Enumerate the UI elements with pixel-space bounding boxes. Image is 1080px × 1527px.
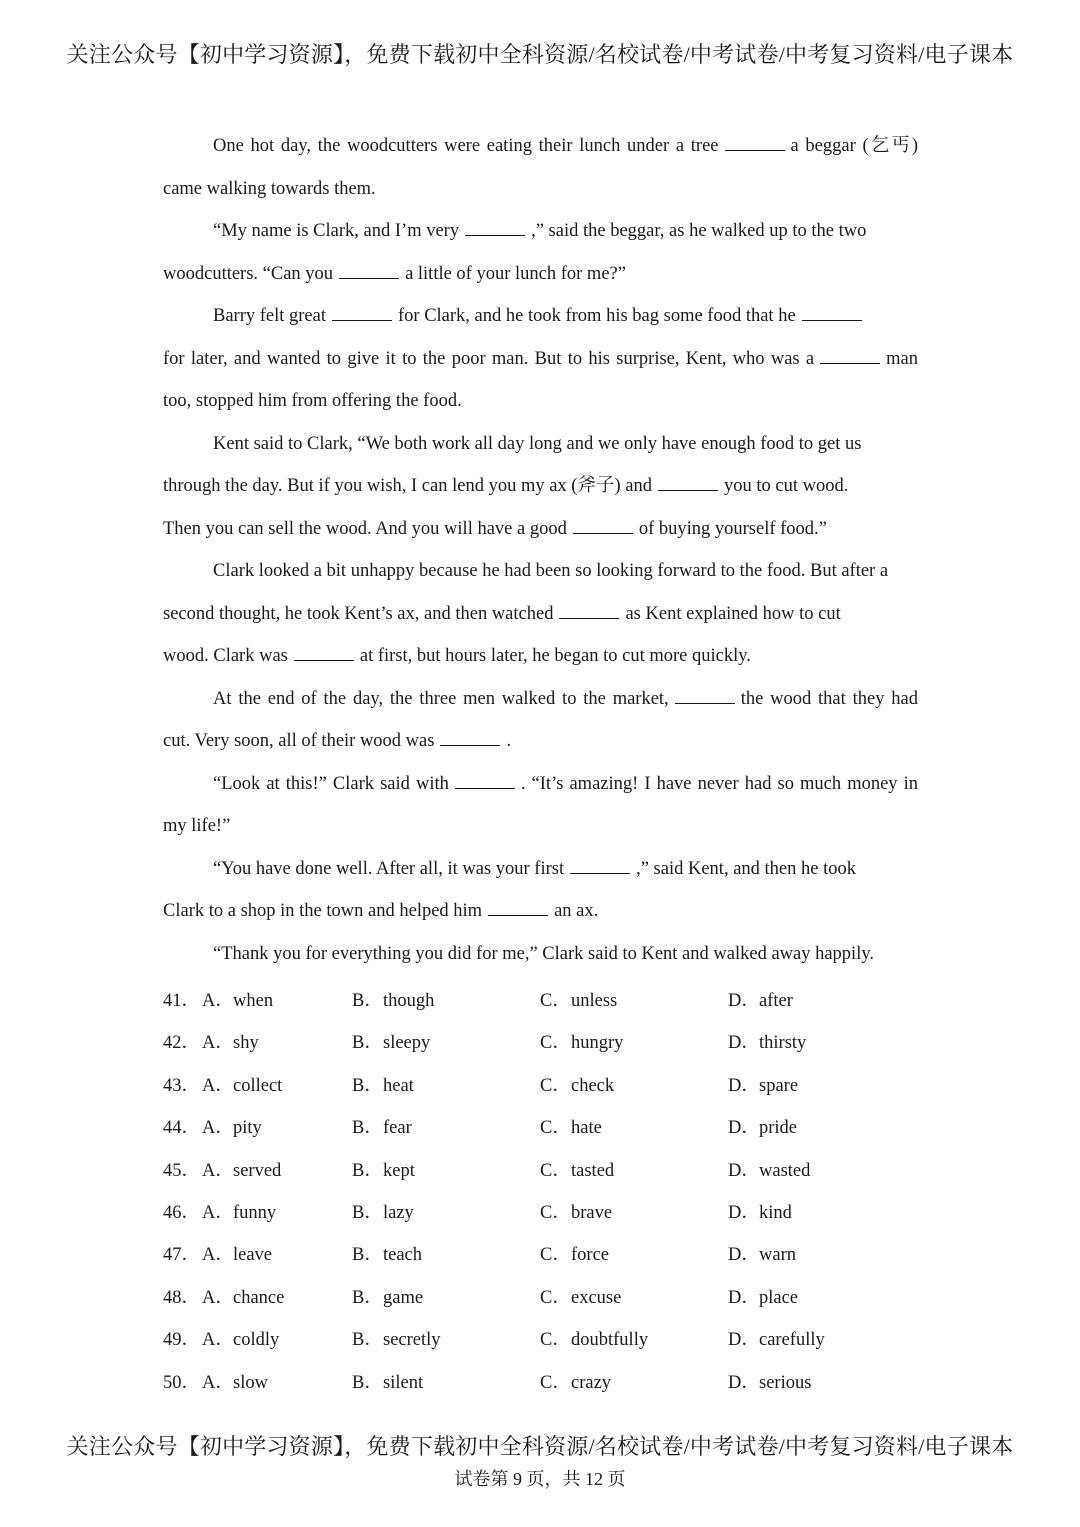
- option-text: sleepy: [383, 1033, 431, 1054]
- option-text: slow: [233, 1372, 268, 1393]
- passage-text: the wood that they had: [740, 688, 918, 709]
- passage-line: [163, 259, 918, 289]
- option-letter: D．: [728, 1330, 760, 1351]
- question-row: [163, 1324, 923, 1356]
- option-letter: A．: [202, 1330, 234, 1351]
- option-d: [728, 985, 793, 1017]
- question-row: [163, 985, 923, 1017]
- answer-blank: [559, 600, 619, 619]
- option-text: brave: [571, 1203, 613, 1223]
- passage-text: as Kent explained how to cut: [625, 603, 841, 624]
- passage-text: At the end of the day, the three men walked to the market,: [213, 688, 669, 709]
- option-a: [202, 1155, 281, 1187]
- option-letter: D．: [728, 991, 760, 1011]
- option-text: warn: [759, 1245, 796, 1266]
- option-b: [352, 1112, 412, 1144]
- passage-line: [163, 854, 918, 884]
- passage-text: of buying yourself food.”: [638, 518, 827, 539]
- option-d: [728, 1027, 806, 1059]
- option-d: [728, 1282, 798, 1314]
- answer-blank: [488, 897, 548, 916]
- option-letter: B．: [352, 991, 383, 1011]
- passage-line: [163, 514, 918, 544]
- passage-text: Barry felt great: [213, 306, 326, 326]
- option-text: leave: [233, 1245, 273, 1266]
- passage-text: at first, but hours later, he began to cut more quickly.: [359, 646, 751, 666]
- option-letter: D．: [728, 1203, 760, 1223]
- answer-blank: [573, 515, 633, 534]
- option-text: teach: [383, 1245, 423, 1266]
- option-text: spare: [759, 1075, 799, 1096]
- option-letter: C．: [540, 1160, 571, 1181]
- answer-blank: [658, 472, 718, 491]
- option-text: funny: [233, 1203, 277, 1223]
- answer-blank: [455, 770, 515, 789]
- option-text: after: [759, 991, 793, 1011]
- passage-text: One hot day, the woodcutters were eating their lunch under a tree: [213, 136, 719, 156]
- option-text: kept: [383, 1160, 415, 1181]
- option-text: when: [233, 991, 274, 1011]
- option-text: force: [571, 1245, 609, 1266]
- option-letter: B．: [352, 1372, 383, 1393]
- answer-blank: [339, 260, 399, 279]
- question-number: 50．: [163, 1372, 201, 1393]
- option-letter: D．: [728, 1245, 760, 1266]
- option-text: chance: [233, 1287, 285, 1308]
- option-a: [202, 1197, 276, 1229]
- passage-line: [163, 471, 918, 501]
- option-letter: A．: [202, 1118, 234, 1139]
- passage-text: . “It’s amazing! I have never had so much money in: [520, 773, 919, 794]
- page-number: 试卷第 9 页，共 12 页: [454, 1469, 626, 1489]
- passage-text: cut. Very soon, all of their wood was: [163, 731, 435, 751]
- option-text: shy: [233, 1033, 259, 1054]
- option-d: [728, 1367, 811, 1399]
- passage-line: [163, 556, 918, 586]
- option-b: [352, 1239, 422, 1271]
- option-letter: A．: [202, 1245, 234, 1266]
- option-text: kind: [759, 1203, 792, 1223]
- option-letter: D．: [728, 1372, 760, 1393]
- question-number: 44．: [163, 1118, 201, 1139]
- passage-text: a beggar (乞丐): [790, 136, 918, 156]
- option-c: [540, 1070, 614, 1102]
- passage-line: [163, 896, 918, 926]
- passage-text: “Thank you for everything you did for me,” Clark said to Kent and walked away happily.: [213, 943, 875, 964]
- option-a: [202, 1282, 284, 1314]
- question-row: [163, 1239, 923, 1271]
- option-a: [202, 1239, 272, 1271]
- option-letter: B．: [352, 1033, 383, 1054]
- question-number: 46．: [163, 1203, 201, 1223]
- option-d: [728, 1070, 798, 1102]
- option-letter: C．: [540, 991, 571, 1011]
- option-c: [540, 1367, 611, 1399]
- answer-blank: [440, 727, 500, 746]
- option-b: [352, 1367, 423, 1399]
- passage-line: [163, 344, 918, 374]
- option-text: fear: [383, 1118, 412, 1139]
- question-number: 45．: [163, 1160, 201, 1181]
- answer-blank: [570, 855, 630, 874]
- passage-text: second thought, he took Kent’s ax, and then watched: [163, 603, 554, 624]
- option-c: [540, 1155, 614, 1187]
- option-text: tasted: [571, 1160, 615, 1181]
- passage-text: “You have done well. After all, it was your first: [213, 858, 565, 879]
- option-a: [202, 1112, 262, 1144]
- option-c: [540, 1282, 621, 1314]
- option-text: crazy: [571, 1372, 612, 1393]
- passage-line: [163, 641, 918, 671]
- passage-line: [163, 216, 918, 246]
- option-letter: A．: [202, 1075, 234, 1096]
- passage-text: “Look at this!” Clark said with: [213, 773, 449, 794]
- option-letter: C．: [540, 1287, 571, 1308]
- option-text: check: [571, 1075, 615, 1096]
- option-text: game: [383, 1287, 424, 1308]
- option-letter: C．: [540, 1203, 571, 1223]
- option-letter: A．: [202, 991, 234, 1011]
- answer-blank: [332, 302, 392, 321]
- option-a: [202, 1070, 282, 1102]
- passage-text: woodcutters. “Can you: [163, 263, 334, 284]
- option-text: thirsty: [759, 1033, 807, 1054]
- question-row: [163, 1112, 923, 1144]
- question-number: 43．: [163, 1075, 201, 1096]
- option-letter: D．: [728, 1118, 760, 1139]
- option-letter: B．: [352, 1075, 383, 1096]
- passage-line: [163, 174, 918, 204]
- option-text: secretly: [383, 1330, 441, 1351]
- question-number: 42．: [163, 1033, 201, 1054]
- option-letter: C．: [540, 1372, 571, 1393]
- option-text: pity: [233, 1118, 262, 1139]
- option-text: carefully: [759, 1330, 825, 1351]
- option-letter: C．: [540, 1075, 571, 1096]
- option-letter: A．: [202, 1287, 234, 1308]
- passage-text: came walking towards them.: [163, 178, 376, 199]
- passage-text: through the day. But if you wish, I can lend you my ax (斧子) and: [163, 476, 652, 496]
- option-letter: D．: [728, 1160, 760, 1181]
- option-d: [728, 1197, 792, 1229]
- question-row: [163, 1155, 923, 1187]
- option-c: [540, 1027, 623, 1059]
- option-b: [352, 1282, 423, 1314]
- passage-text: wood. Clark was: [163, 646, 288, 666]
- passage-line: [163, 301, 918, 331]
- option-text: excuse: [571, 1287, 622, 1308]
- passage-text: my life!”: [163, 816, 231, 836]
- option-letter: A．: [202, 1372, 234, 1393]
- question-number: 47．: [163, 1245, 201, 1266]
- passage-text: an ax.: [554, 901, 599, 921]
- answer-blank: [294, 642, 354, 661]
- answer-blank: [675, 685, 735, 704]
- option-a: [202, 1324, 279, 1356]
- passage-line: [163, 939, 918, 969]
- option-a: [202, 985, 273, 1017]
- option-letter: D．: [728, 1033, 760, 1054]
- bottom-banner: 关注公众号【初中学习资源】，免费下载初中全科资源/名校试卷/中考试卷/中考复习资料/电子课本: [66, 1434, 1014, 1459]
- passage-text: a little of your lunch for me?”: [405, 263, 626, 284]
- option-b: [352, 1324, 441, 1356]
- passage-text: .: [506, 731, 512, 751]
- option-letter: B．: [352, 1118, 383, 1139]
- option-c: [540, 1197, 612, 1229]
- passage-line: [163, 726, 918, 756]
- top-banner: 关注公众号【初中学习资源】，免费下载初中全科资源/名校试卷/中考试卷/中考复习资料/电子课本: [66, 42, 1014, 67]
- option-text: place: [759, 1287, 799, 1308]
- option-text: coldly: [233, 1330, 280, 1351]
- passage-line: [163, 386, 918, 416]
- option-letter: A．: [202, 1033, 234, 1054]
- passage-line: [163, 769, 918, 799]
- option-b: [352, 1155, 415, 1187]
- passage-line: [163, 429, 918, 459]
- option-text: hate: [571, 1118, 602, 1139]
- option-text: collect: [233, 1075, 283, 1096]
- option-b: [352, 1070, 414, 1102]
- option-b: [352, 1197, 414, 1229]
- option-a: [202, 1027, 259, 1059]
- option-text: pride: [759, 1118, 798, 1139]
- option-letter: B．: [352, 1287, 383, 1308]
- option-text: hungry: [571, 1033, 624, 1054]
- passage-text: ,” said the beggar, as he walked up to the two: [531, 221, 867, 241]
- option-letter: B．: [352, 1160, 383, 1181]
- option-c: [540, 985, 617, 1017]
- option-b: [352, 985, 434, 1017]
- question-number: 49．: [163, 1330, 201, 1351]
- option-letter: C．: [540, 1033, 571, 1054]
- option-text: though: [383, 991, 435, 1011]
- option-d: [728, 1239, 796, 1271]
- passage-line: [163, 811, 918, 841]
- option-c: [540, 1239, 609, 1271]
- option-text: served: [233, 1160, 282, 1181]
- passage-text: Kent said to Clark, “We both work all day long and we only have enough food to get us: [213, 433, 862, 454]
- option-letter: B．: [352, 1203, 383, 1223]
- option-text: silent: [383, 1372, 424, 1393]
- option-letter: C．: [540, 1245, 571, 1266]
- option-letter: D．: [728, 1075, 760, 1096]
- option-d: [728, 1112, 797, 1144]
- option-text: unless: [571, 991, 618, 1011]
- option-b: [352, 1027, 430, 1059]
- option-letter: B．: [352, 1330, 383, 1351]
- option-text: lazy: [383, 1203, 414, 1223]
- answer-blank: [465, 217, 525, 236]
- option-d: [728, 1155, 810, 1187]
- answer-blank: [725, 132, 785, 151]
- option-letter: D．: [728, 1287, 760, 1308]
- answer-blank: [802, 302, 862, 321]
- passage-line: [163, 599, 918, 629]
- option-text: wasted: [759, 1160, 811, 1181]
- option-letter: A．: [202, 1160, 234, 1181]
- option-letter: B．: [352, 1245, 383, 1266]
- question-row: [163, 1282, 923, 1314]
- question-row: [163, 1070, 923, 1102]
- option-text: serious: [759, 1372, 812, 1393]
- passage-text: ,” said Kent, and then he took: [636, 858, 856, 879]
- passage-text: too, stopped him from offering the food.: [163, 391, 462, 411]
- answer-blank: [820, 345, 880, 364]
- option-letter: C．: [540, 1330, 571, 1351]
- option-text: heat: [383, 1075, 414, 1096]
- passage-text: for Clark, and he took from his bag some food that he: [398, 306, 796, 326]
- question-row: [163, 1027, 923, 1059]
- option-c: [540, 1112, 602, 1144]
- option-letter: C．: [540, 1118, 571, 1139]
- passage-text: you to cut wood.: [723, 476, 849, 496]
- passage-text: “My name is Clark, and I’m very: [213, 221, 460, 241]
- passage-text: Clark to a shop in the town and helped him: [163, 901, 483, 921]
- option-a: [202, 1367, 268, 1399]
- question-row: [163, 1197, 923, 1229]
- question-number: 41．: [163, 991, 201, 1011]
- question-number: 48．: [163, 1287, 201, 1308]
- passage-line: [163, 684, 918, 714]
- option-letter: A．: [202, 1203, 234, 1223]
- option-d: [728, 1324, 825, 1356]
- passage-text: man: [886, 348, 918, 369]
- option-text: doubtfully: [571, 1330, 649, 1351]
- passage-text: for later, and wanted to give it to the poor man. But to his surprise, Kent, who was a: [163, 348, 815, 369]
- question-row: [163, 1367, 923, 1399]
- option-c: [540, 1324, 648, 1356]
- passage-text: Then you can sell the wood. And you will have a good: [163, 518, 567, 539]
- passage-text: Clark looked a bit unhappy because he had been so looking forward to the food. But after a: [213, 561, 889, 581]
- passage-line: [163, 131, 918, 161]
